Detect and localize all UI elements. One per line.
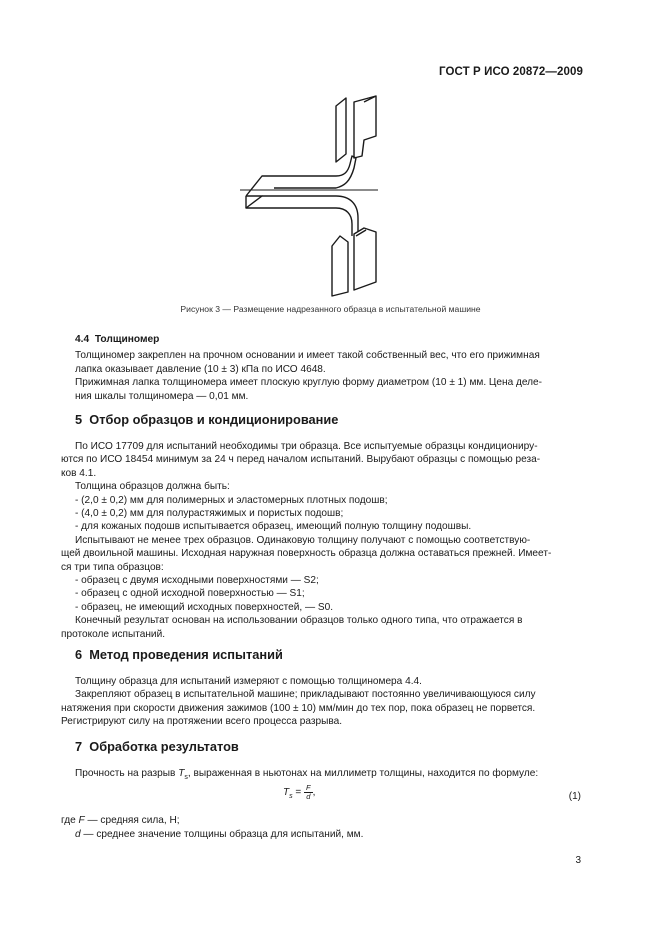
s7-where-2-sym: d [75,828,81,840]
formula-1 [61,784,583,814]
s6-p2-l1: Закрепляют образец в испытательной машине; прикладывают постоянно увеличивающуюся силу [75,689,536,701]
formula-lhs: T [283,787,290,799]
section-6 [75,648,583,661]
s6-p2-l3: Регистрируют силу на протяжении всего процесса разрыва. [61,716,343,728]
section-4-4-title: Толщиномер [94,334,160,345]
upper-clamp-right [354,96,376,158]
section-4-4 [75,333,583,403]
section-7-title: Обработка результатов [89,739,239,754]
section-5-heading [75,413,583,426]
s7-where-2-b: — среднее значение толщины образца для испытаний, мм. [80,828,364,840]
s7-p1-sub: s [184,774,188,782]
s5-item-1: - (2,0 ± 0,2) мм для полимерных и эластомерных плотных подошв; [75,494,388,506]
s7-p1-b: , выраженная в ньютонах на миллиметр толщины, находится по формуле: [187,768,539,779]
figure-caption: Рисунок 3 — Размещение надрезанного образца в испытательной машине [180,304,481,314]
s44-p2-l2: ния шкалы толщиномера — 0,01 мм. [75,390,249,402]
s5-p2: Толщина образцов должна быть: [75,481,230,493]
section-6-number: 6 [75,647,83,662]
s7-where-1-a: где [61,815,79,827]
section-7 [75,740,583,753]
formula-eq: = [292,787,305,799]
standard-header: ГОСТ Р ИСО 20872—2009 [438,66,583,78]
lower-clamp-left [332,236,348,296]
section-5-body [61,440,583,641]
s44-p1-l1: Толщиномер закреплен на прочном основании и имеет такой собственный вес, что его прижимная [75,350,540,362]
s5-p3-l2: щей двоильной машины. Исходная наружная поверхность образца должна оставаться прежней. Имеет- [61,548,552,560]
page-number: 3 [575,855,581,866]
s5-type-2: - образец с одной исходной поверхностью — S1; [75,588,305,600]
s7-p1 [61,767,583,784]
s6-p1: Толщину образца для испытаний измеряют с помощью толщиномера 4.4. [75,676,422,687]
s7-where-1 [61,814,583,827]
formula-fraction [304,784,313,801]
section-5 [75,413,583,426]
figure-3-drawing [240,92,380,300]
section-7-body [61,767,583,841]
section-6-body [61,675,583,729]
s5-p1-l1: По ИСО 17709 для испытаний необходимы три образца. Все испытуемые образцы кондициониру- [75,441,538,452]
s7-where-1-b: — средняя сила, Н; [84,815,180,827]
s6-p2-l2: натяжения при скорости движения зажимов (100 ± 10) мм/мин до тех пор, пока образец не порвется. [61,702,536,714]
s5-p1-l2: ются по ИСО 18454 минимум за 24 ч перед началом испытаний. Вырубают образцы с помощью реза- [61,454,541,466]
formula-expression [283,784,315,804]
s5-item-3: - для кожаных подошв испытывается образец, имеющий полную толщину подошвы. [75,521,472,533]
section-7-number: 7 [75,739,83,754]
s7-p1-sym: T [178,768,185,779]
s5-p4-l1: Конечный результат основан на использовании образцов только одного типа, что отражается в [75,615,523,627]
s7-p1-a: Прочность на разрыв [75,768,179,779]
section-4-4-number: 4.4 [75,334,90,345]
section-5-number: 5 [75,412,83,427]
s7-where-1-sym: F [78,815,85,827]
formula-numerator: F [306,783,311,793]
s5-p1-l3: ков 4.1. [61,467,97,479]
s44-p1-l2: лапка оказывает давление (10 ± 3) кПа по ИСО 4648. [75,363,326,375]
s5-p3-l1: Испытывают не менее трех образцов. Одинаковую толщину получают с помощью соответствую- [75,534,531,546]
section-5-title: Отбор образцов и кондиционирование [89,412,339,427]
s7-where-2 [61,828,583,841]
upper-clamp-left [336,98,346,162]
s5-type-3: - образец, не имеющий исходных поверхностей, — S0. [75,601,334,613]
lower-clamp-right [354,228,376,290]
formula-lhs-sub: s [289,793,293,801]
section-7-heading [75,740,583,753]
s5-p3-l3: ся три типа образцов: [61,561,164,573]
s5-type-1: - образец с двумя исходными поверхностями — S2; [75,575,319,587]
s5-item-2: - (4,0 ± 0,2) мм для полурастяжимых и пористых подошв; [75,508,344,520]
section-6-title: Метод проведения испытаний [89,647,283,662]
s44-p2-l1: Прижимная лапка толщиномера имеет плоскую круглую форму диаметром (10 ± 1) мм. Цена деле- [75,377,543,389]
section-4-4-heading [75,333,583,346]
formula-tail: , [312,787,316,799]
formula-denominator: d [306,792,311,802]
formula-number: (1) [568,791,581,803]
section-6-heading [75,648,583,661]
s5-p4-l2: протоколе испытаний. [61,628,166,640]
